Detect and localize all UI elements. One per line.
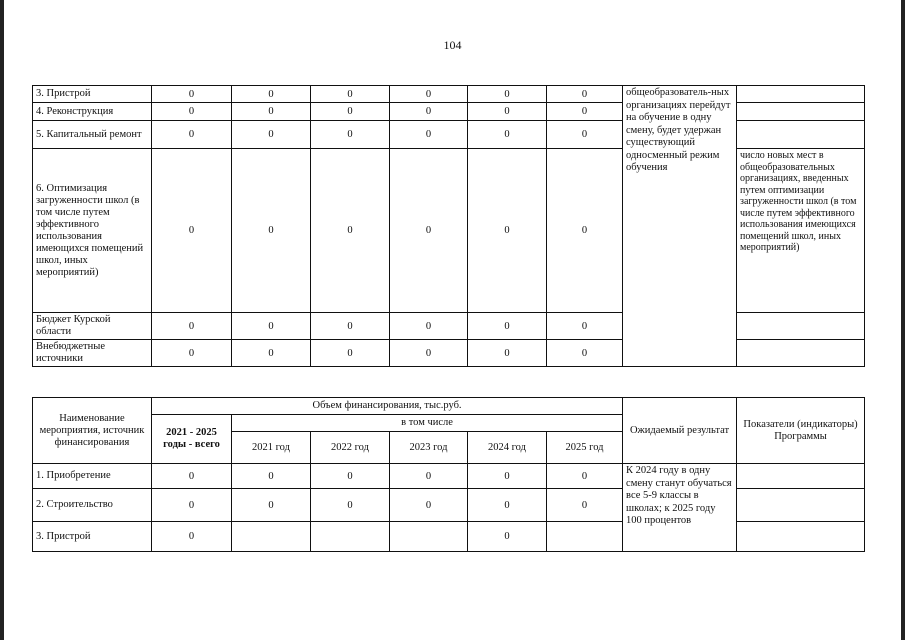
cell-value bbox=[547, 522, 623, 552]
row-label: 3. Пристрой bbox=[33, 86, 152, 103]
cell-value: 0 bbox=[232, 340, 311, 367]
indicator-cell-empty bbox=[737, 121, 865, 149]
cell-value: 0 bbox=[152, 121, 232, 149]
table-row bbox=[33, 464, 865, 489]
cell-value: 0 bbox=[311, 464, 390, 489]
cell-value: 0 bbox=[547, 103, 623, 121]
cell-value: 0 bbox=[311, 86, 390, 103]
page-number: 104 bbox=[443, 38, 462, 52]
header-year: 2021 год bbox=[232, 432, 311, 464]
cell-value: 0 bbox=[152, 340, 232, 367]
cell-value: 0 bbox=[311, 149, 390, 313]
cell-value bbox=[390, 522, 468, 552]
cell-value: 0 bbox=[152, 86, 232, 103]
cell-value: 0 bbox=[152, 489, 232, 522]
cell-value: 0 bbox=[468, 340, 547, 367]
cell-value: 0 bbox=[547, 313, 623, 340]
header-year: 2023 год bbox=[390, 432, 468, 464]
indicator-cell-empty bbox=[737, 86, 865, 103]
table-row bbox=[33, 149, 865, 313]
cell-value: 0 bbox=[468, 103, 547, 121]
financing-table-continued bbox=[32, 85, 865, 367]
cell-value: 0 bbox=[547, 121, 623, 149]
indicator-cell-empty bbox=[737, 340, 865, 367]
cell-value: 0 bbox=[390, 340, 468, 367]
cell-value: 0 bbox=[232, 86, 311, 103]
cell-value: 0 bbox=[468, 464, 547, 489]
table-row bbox=[33, 489, 865, 522]
header-total: 2021 - 2025 годы - всего bbox=[152, 415, 232, 464]
table-row bbox=[33, 86, 865, 103]
table-row bbox=[33, 522, 865, 552]
cell-value: 0 bbox=[390, 489, 468, 522]
table-row bbox=[33, 340, 865, 367]
table-row bbox=[33, 313, 865, 340]
cell-value: 0 bbox=[468, 313, 547, 340]
row-label: Бюджет Курской области bbox=[33, 313, 152, 340]
cell-value: 0 bbox=[311, 489, 390, 522]
cell-value: 0 bbox=[232, 149, 311, 313]
cell-value: 0 bbox=[311, 103, 390, 121]
table-row bbox=[33, 103, 865, 121]
scan-edge-right bbox=[901, 0, 905, 640]
header-year: 2025 год bbox=[547, 432, 623, 464]
cell-value: 0 bbox=[468, 86, 547, 103]
row-label: Внебюджетные источники bbox=[33, 340, 152, 367]
cell-value: 0 bbox=[547, 489, 623, 522]
cell-value: 0 bbox=[390, 464, 468, 489]
cell-value: 0 bbox=[232, 464, 311, 489]
indicator-cell-empty bbox=[737, 313, 865, 340]
cell-value: 0 bbox=[547, 86, 623, 103]
cell-value: 0 bbox=[468, 489, 547, 522]
cell-value: 0 bbox=[152, 149, 232, 313]
header-year: 2022 год bbox=[311, 432, 390, 464]
row-label: 1. Приобретение bbox=[33, 464, 152, 489]
financing-table bbox=[32, 397, 865, 552]
expected-result-cell: К 2024 году в одну смену станут обучаться все 5-9 классы в школах; к 2025 году 100 процентов bbox=[623, 464, 737, 552]
table-row bbox=[33, 121, 865, 149]
header-row bbox=[33, 398, 865, 415]
cell-value: 0 bbox=[390, 86, 468, 103]
cell-value: 0 bbox=[311, 340, 390, 367]
cell-value: 0 bbox=[547, 340, 623, 367]
indicator-cell-empty bbox=[737, 522, 865, 552]
indicator-cell: число новых мест в общеобразовательных организациях, введенных путем оптимизации загруженности школ (в том числе путем эффективного использования имеющихся помещений школ, иных мероприятий) bbox=[737, 149, 865, 313]
cell-value: 0 bbox=[390, 313, 468, 340]
cell-value bbox=[232, 522, 311, 552]
row-label: 6. Оптимизация загруженности школ (в том числе путем эффективного использования имеющихся помещений школ, иных мероприятий) bbox=[33, 149, 152, 313]
header-expected-result: Ожидаемый результат bbox=[623, 398, 737, 464]
indicator-cell-empty bbox=[737, 103, 865, 121]
cell-value: 0 bbox=[468, 149, 547, 313]
indicator-cell-empty bbox=[737, 464, 865, 489]
header-year: 2024 год bbox=[468, 432, 547, 464]
row-label: 2. Строительство bbox=[33, 489, 152, 522]
row-label: 3. Пристрой bbox=[33, 522, 152, 552]
cell-value: 0 bbox=[152, 522, 232, 552]
cell-value: 0 bbox=[468, 121, 547, 149]
cell-value: 0 bbox=[152, 464, 232, 489]
row-label: 4. Реконструкция bbox=[33, 103, 152, 121]
cell-value: 0 bbox=[547, 149, 623, 313]
expected-result-cell: общеобразователь-ных организациях перейдут на обучение в одну смену, будет удержан существующий односменный режим обучения bbox=[623, 86, 737, 367]
cell-value: 0 bbox=[390, 121, 468, 149]
header-financing: Объем финансирования, тыс.руб. bbox=[152, 398, 623, 415]
indicator-cell-empty bbox=[737, 489, 865, 522]
cell-value bbox=[311, 522, 390, 552]
cell-value: 0 bbox=[311, 121, 390, 149]
cell-value: 0 bbox=[390, 149, 468, 313]
cell-value: 0 bbox=[152, 103, 232, 121]
cell-value: 0 bbox=[232, 489, 311, 522]
header-indicators: Показатели (индикаторы) Программы bbox=[737, 398, 865, 464]
header-name-column: Наименование мероприятия, источник финансирования bbox=[33, 398, 152, 464]
cell-value: 0 bbox=[232, 121, 311, 149]
row-label: 5. Капитальный ремонт bbox=[33, 121, 152, 149]
cell-value: 0 bbox=[390, 103, 468, 121]
cell-value: 0 bbox=[311, 313, 390, 340]
cell-value: 0 bbox=[547, 464, 623, 489]
cell-value: 0 bbox=[152, 313, 232, 340]
cell-value: 0 bbox=[468, 522, 547, 552]
header-including: в том числе bbox=[232, 415, 623, 432]
cell-value: 0 bbox=[232, 313, 311, 340]
scan-edge-left bbox=[0, 0, 4, 640]
cell-value: 0 bbox=[232, 103, 311, 121]
